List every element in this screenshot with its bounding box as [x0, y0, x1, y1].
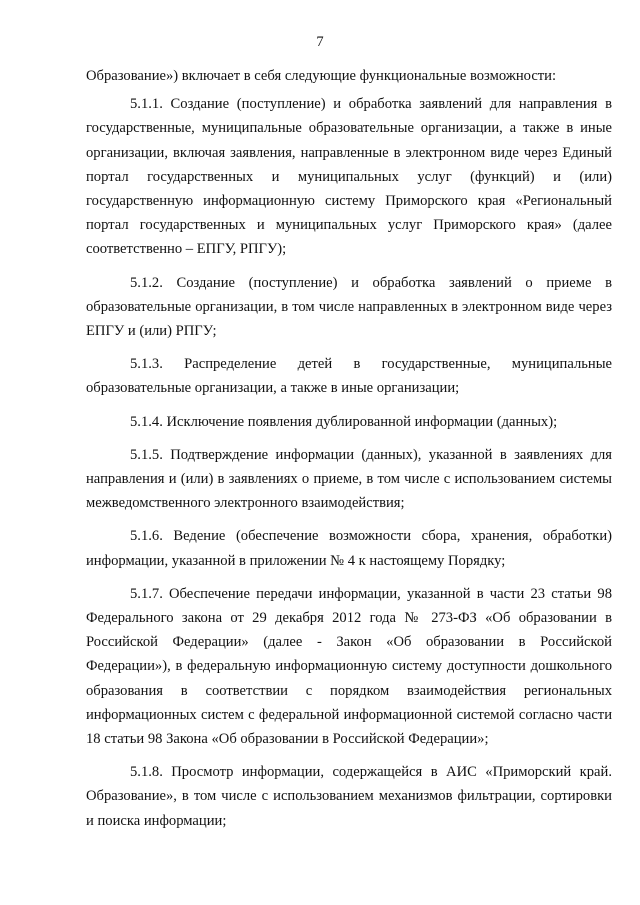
- paragraph-5-1-1: 5.1.1. Создание (поступление) и обработка заявлений для направления в государственные, муниципальные образовательные организации, а также в иные организации, включая заявления, направленные в электронном виде через Единый портал государственных и муниципальных услуг (функций) и (или) государственную информационную систему Приморского края «Региональный портал государственных и муниципальных услуг Приморского края» (далее соответственно – ЕПГУ, РПГУ);: [86, 96, 612, 258]
- paragraph-5-1-8: 5.1.8. Просмотр информации, содержащейся в АИС «Приморский край. Образование», в том числе с использованием механизмов фильтрации, сортировки и поиска информации;: [86, 764, 612, 829]
- paragraph-5-1-2: 5.1.2. Создание (поступление) и обработка заявлений о приеме в образовательные организации, в том числе направленных в электронном виде через ЕПГУ и (или) РПГУ;: [86, 274, 612, 340]
- paragraph-5-1-4: 5.1.4. Исключение появления дублированной информации (данных);: [130, 413, 558, 430]
- paragraph-5-1-7: 5.1.7. Обеспечение передачи информации, указанной в части 23 статьи 98 Федерального закона от 29 декабря 2012 года № 273-ФЗ «Об образовании в Российской Федерации» (далее - Закон «Об образовании в Российской Федерации»), в федеральную информационную систему доступности дошкольного образования в соответствии с порядком взаимодействия региональных информационных систем с федеральной информационной системой согласно части 18 статьи 98 Закона «Об образовании в Российской Федерации»;: [86, 585, 612, 748]
- paragraph-5-1-3: 5.1.3. Распределение детей в государственные, муниципальные образовательные организации, а также в иные организации;: [86, 356, 612, 397]
- paragraph-intro: Образование») включает в себя следующие функциональные возможности:: [86, 68, 557, 84]
- paragraph-5-1-5: 5.1.5. Подтверждение информации (данных), указанной в заявлениях для направления и (или) в заявлениях о приеме, в том числе с использованием системы межведомственного электронного взаимодействия;: [86, 446, 612, 512]
- paragraph-5-1-6: 5.1.6. Ведение (обеспечение возможности сбора, хранения, обработки) информации, указанной в приложении № 4 к настоящему Порядку;: [86, 528, 612, 569]
- page-number: 7: [316, 34, 324, 50]
- document-body: [86, 64, 612, 833]
